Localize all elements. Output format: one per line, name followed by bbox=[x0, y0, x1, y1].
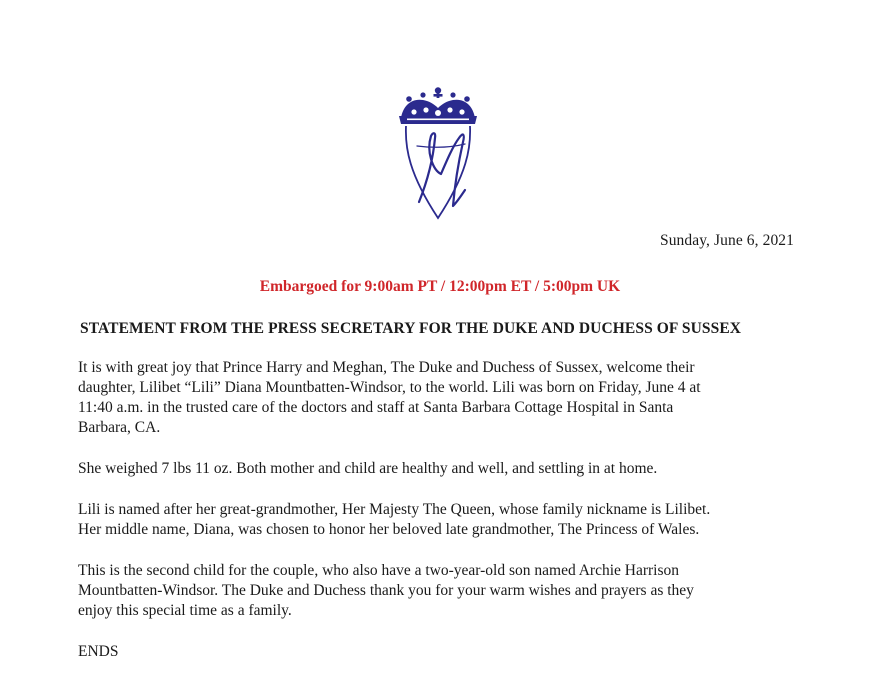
embargo-notice: Embargoed for 9:00am PT / 12:00pm ET / 5:00pm UK bbox=[259, 278, 621, 295]
paragraph-family bbox=[78, 561, 818, 621]
text-line: enjoy this special time as a family. bbox=[78, 602, 292, 619]
text-line: Lili is named after her great-grandmother, Her Majesty The Queen, whose family nickname is Lilibet. bbox=[78, 501, 711, 518]
crowned-m-monogram-icon bbox=[393, 86, 483, 221]
statement-date: Sunday, June 6, 2021 bbox=[659, 232, 794, 249]
text-line: 11:40 a.m. in the trusted care of the doctors and staff at Santa Barbara Cottage Hospital in Santa bbox=[78, 399, 674, 416]
paragraph-ends bbox=[78, 642, 818, 662]
text-line: This is the second child for the couple, who also have a two-year-old son named Archie Harrison bbox=[78, 562, 680, 579]
statement-body bbox=[78, 358, 818, 683]
text-line: Barbara, CA. bbox=[78, 419, 161, 436]
text-line: It is with great joy that Prince Harry and Meghan, The Duke and Duchess of Sussex, welcome their bbox=[78, 359, 695, 376]
text-line: daughter, Lilibet “Lili” Diana Mountbatten-Windsor, to the world. Lili was born on Friday, June 4 at bbox=[78, 379, 701, 396]
paragraph-name-origin bbox=[78, 500, 818, 540]
statement-heading: STATEMENT FROM THE PRESS SECRETARY FOR THE DUKE AND DUCHESS OF SUSSEX bbox=[80, 320, 742, 337]
text-line: ENDS bbox=[78, 643, 119, 660]
text-line: She weighed 7 lbs 11 oz. Both mother and child are healthy and well, and settling in at home. bbox=[78, 460, 658, 477]
paragraph-weight bbox=[78, 459, 818, 479]
paragraph-birth-announcement bbox=[78, 358, 818, 438]
text-line: Her middle name, Diana, was chosen to honor her beloved late grandmother, The Princess of Wales. bbox=[78, 521, 700, 538]
text-line: Mountbatten-Windsor. The Duke and Duchess thank you for your warm wishes and prayers as they bbox=[78, 582, 694, 599]
